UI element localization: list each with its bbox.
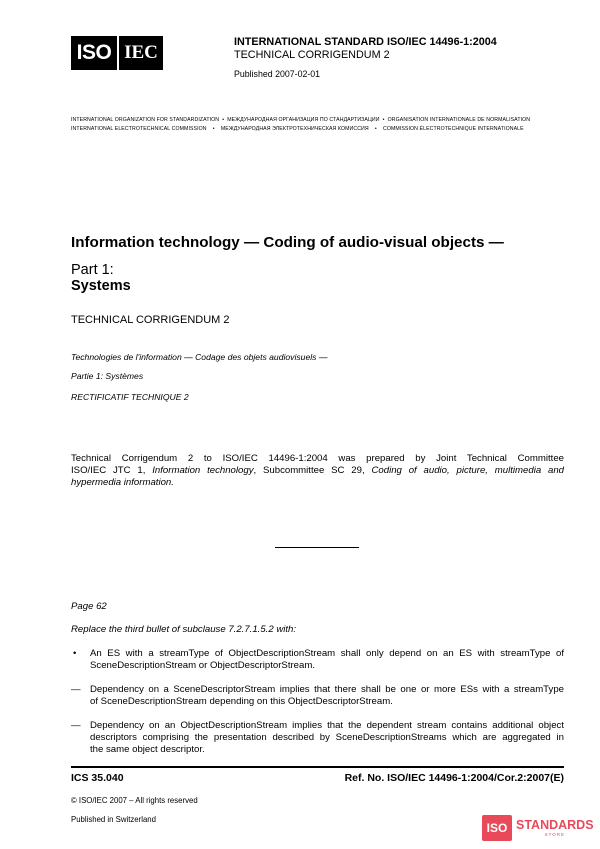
french-part: Partie 1: Systèmes [71,371,144,381]
footer-rule [71,766,564,768]
instruction: Replace the third bullet of subclause 7.2.7.1.5.2 with: [71,624,297,635]
part-name: Systems [71,278,131,294]
page-reference: Page 62 [71,601,107,612]
list-item-1-line-2: SceneDescriptionStream or ObjectDescriptorStream. [90,660,316,671]
reference-number: Ref. No. ISO/IEC 14496-1:2004/Cor.2:2007(E) [344,772,564,784]
list-item-3-line-3: the same object descriptor. [90,744,205,755]
french-corrigendum: RECTIFICATIF TECHNIQUE 2 [71,392,189,402]
intro-line-3: hypermedia information. [71,477,174,488]
document-title: Information technology — Coding of audio-visual objects — [71,234,504,251]
stamp-iso-badge: ISO [482,815,512,841]
standard-number: INTERNATIONAL STANDARD ISO/IEC 14496-1:2004 [234,36,497,48]
dash-marker: — [71,684,81,695]
list-item-3-line-2: descriptors comprising the presentation described by SceneDescriptionStreams which are aggregated in [90,732,564,743]
iec-logo [119,36,163,70]
part-label: Part 1: [71,262,114,278]
corrigendum-number: TECHNICAL CORRIGENDUM 2 [234,49,390,61]
published-date: Published 2007-02-01 [234,69,321,79]
iec-logo-text: IEC [124,42,158,63]
corrigendum-heading: TECHNICAL CORRIGENDUM 2 [71,314,230,326]
french-title: Technologies de l'information — Codage des objets audiovisuels — [71,352,328,362]
dash-marker: — [71,720,81,731]
intro-line-2: ISO/IEC JTC 1, Information technology, Subcommittee SC 29, Coding of audio, picture, multimedia and [71,465,565,476]
org-line-1: INTERNATIONAL ORGANIZATION FOR STANDARDIZATION • МЕЖДУНАРОДНАЯ ОРГАНИЗАЦИЯ ПО СТАНДАРТИЗАЦИИ • ORGANISATION INTERNATIONALE DE NORMALISATION [71,117,531,123]
org-line-2: INTERNATIONAL ELECTROTECHNICAL COMMISSION • МЕЖДУНАРОДНАЯ ЭЛЕКТРОТЕХНИЧЕСКАЯ КОМИССИЯ • COMMISSION ÉLECTROTECHNIQUE INTERNATIONALE [71,126,524,132]
list-item-3-line-1: Dependency on an ObjectDescriptionStream implies that the dependent stream contains additional object [90,720,564,731]
published-in: Published in Switzerland [71,815,156,824]
iso-logo [71,36,117,70]
ics-code: ICS 35.040 [71,772,124,784]
list-item-2-line-2: of SceneDescriptionStream depending on this ObjectDescriptorStream. [90,696,393,707]
stamp-sub: STORE [544,832,565,837]
stamp-label: STANDARDS [516,817,594,832]
intro-line-1: Technical Corrigendum 2 to ISO/IEC 14496-1:2004 was prepared by Joint Technical Committee [71,453,564,464]
bullet-marker: • [73,648,77,659]
separator-rule [275,547,359,548]
standards-store-stamp [482,813,594,843]
list-item-2-line-1: Dependency on a SceneDescriptorStream implies that there shall be one or more ESs with a streamType [90,684,564,695]
copyright: © ISO/IEC 2007 – All rights reserved [71,796,198,805]
iso-logo-text: ISO [76,41,112,64]
list-item-1-line-1: An ES with a streamType of ObjectDescriptionStream shall only depend on an ES with streamType of [90,648,564,659]
